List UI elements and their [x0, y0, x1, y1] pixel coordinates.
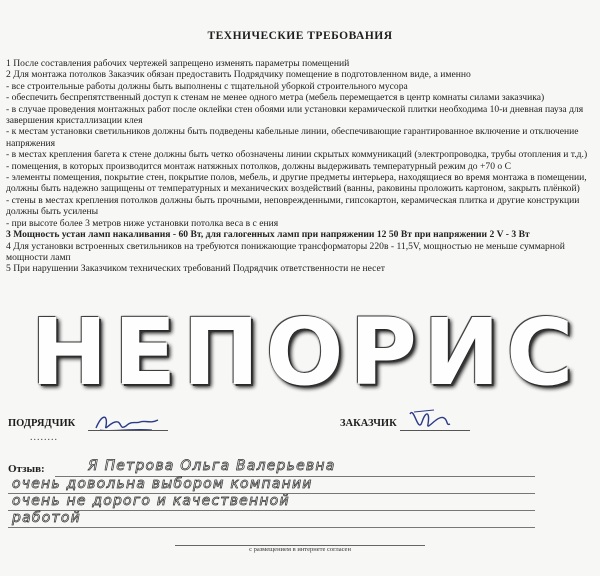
requirement-line: - обеспечить беспрепятственный доступ к стенам не менее одного метра (мебель перемещается в центр комнаты силами заказчика): [6, 92, 545, 104]
customer-signature-line: [400, 430, 470, 431]
requirement-line: - при высоте более 3 метров ниже установки потолка веса в с ения: [6, 217, 279, 229]
customer-signature: [404, 404, 454, 436]
review-handwriting-line: очень довольна выбором компании: [12, 476, 313, 492]
requirement-line: - помещения, в которых производится монтаж натяжных потолков, должны выдерживать температурный режим до +70 о С: [6, 160, 512, 172]
review-label: Отзыв:: [8, 463, 45, 475]
review-handwriting-line: очень не дорого и качественной: [12, 493, 290, 509]
requirement-line: - в случае проведения монтажных работ после оклейки стен обоями или установки керамической плитки необходима 10-и дневная пауза для завершения кристаллизации клея: [6, 103, 584, 127]
customer-label: ЗАКАЗЧИК: [340, 418, 397, 429]
requirement-line: - к местам установки светильников должны быть подведены кабельные линии, обеспечивающие гарантированное включение и отключение напряжения: [6, 126, 579, 149]
requirements-text: [6, 58, 594, 275]
requirement-line: - элементы помещения, покрытие стен, покрытие полов, мебель, и другие предметы интерьера, находящиеся во время монтажа в помещении, должны быть надежно защищены от температурных и механических воздействий (ванны, раковины проложить картоном, закрыть плёнкой): [6, 172, 587, 195]
review-rule: [8, 510, 535, 511]
requirement-line: 2 Для монтажа потолков Заказчик обязан предоставить Подрядчику помещение в подготовленном виде, а именно: [6, 69, 471, 81]
contractor-signature: [92, 410, 162, 436]
requirement-line: 4 Для установки встроенных светильников на требуются понижающие трансформаторы 220в - 11,5V, мощностью не меньше суммарной мощности ламп: [6, 240, 565, 263]
review-handwriting-line: работой: [12, 510, 81, 526]
consent-note: с размещением в интернете согласен: [249, 546, 351, 553]
requirement-line: - стены в местах крепления потолков должны быть прочными, неповрежденными, гипсокартон, керамическая плитка и другие конструкции должны быть усилены: [6, 194, 580, 218]
requirement-line: 3 Мощность устан ламп накаливания - 60 Вт, для галогенных ламп при напряжении 12 50 Вт при напряжении 2 V - 3 Вт: [6, 229, 530, 241]
requirement-line: - в местах крепления багета к стене должны быть четко обозначены линии скрытых коммуникаций (электропроводка, трубы отопления и т.д.): [6, 149, 588, 161]
review-handwriting-line: Я Петрова Ольга Валерьевна: [88, 458, 336, 474]
contractor-signature-line: [88, 430, 168, 431]
contractor-label: ПОДРЯДЧИК: [8, 418, 76, 429]
watermark-logo: НЕПОРИС: [30, 299, 580, 406]
document-title: ТЕХНИЧЕСКИЕ ТРЕБОВАНИЯ: [207, 30, 393, 42]
review-rule: [8, 527, 535, 528]
contractor-dots: ........: [30, 432, 58, 443]
requirement-line: 1 После составления рабочих чертежей запрещено изменять параметры помещений: [6, 58, 350, 69]
requirement-line: - все строительные работы должны быть выполнены с тщательной уборкой строительного мусора: [6, 80, 408, 92]
requirement-line: 5 При нарушении Заказчиком технических требований Подрядчик ответственности не несет: [6, 263, 385, 275]
